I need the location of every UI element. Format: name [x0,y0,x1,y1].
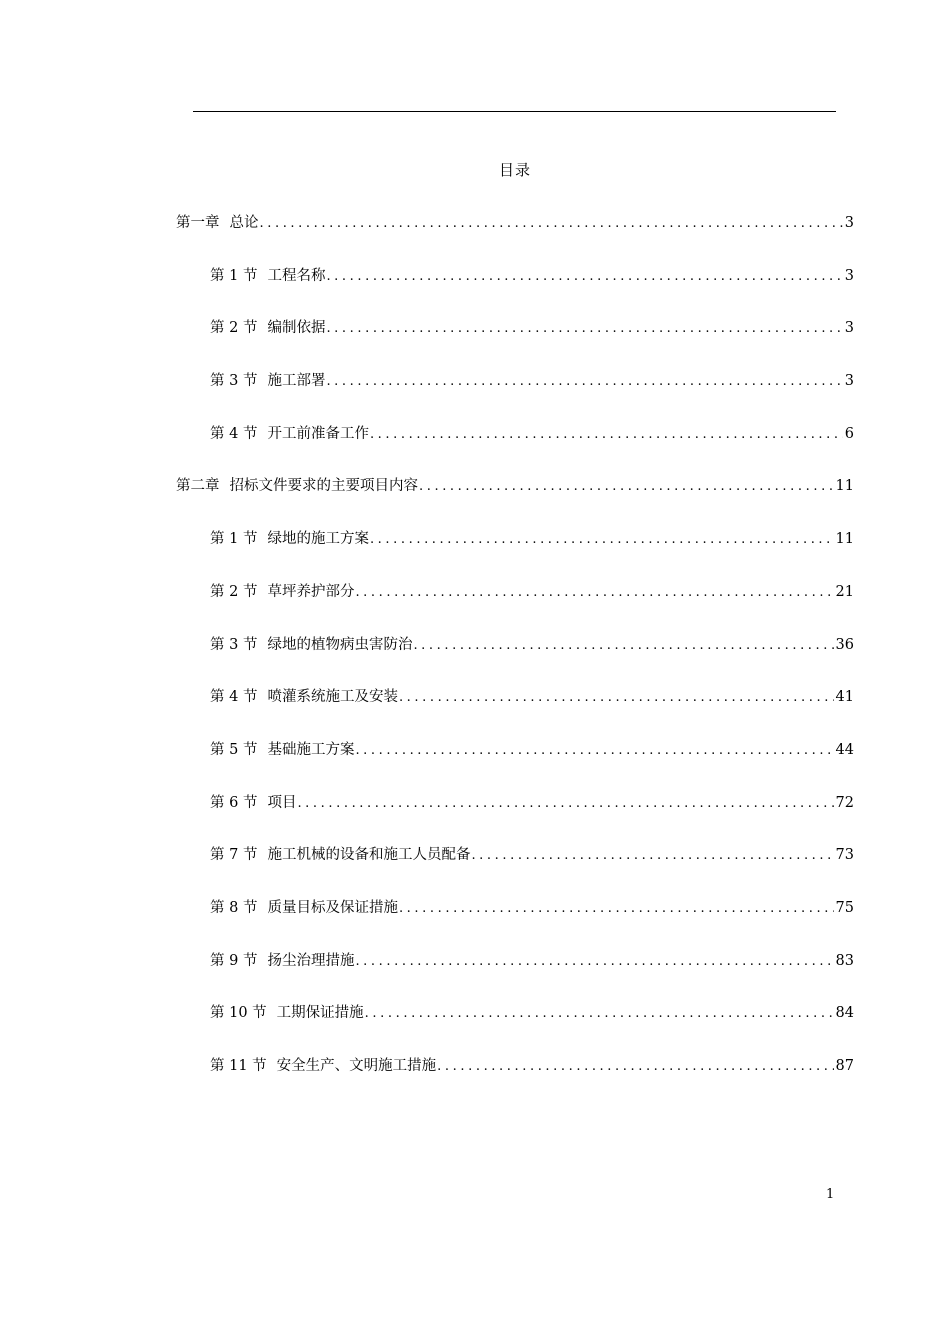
toc-entry-title: 项目 [267,794,297,811]
table-of-contents [176,211,854,1107]
toc-dot-leader [326,265,842,289]
toc-entry-page: 41 [835,689,854,706]
toc-entry-title: 绿地的施工方案 [267,531,369,548]
toc-entry-title: 施工机械的设备和施工人员配备 [267,847,471,864]
toc-chapter-entry[interactable] [176,474,854,527]
toc-section-entry[interactable] [176,580,854,633]
toc-entry-page: 87 [835,1058,854,1074]
toc-dot-leader [471,844,833,868]
toc-section-entry[interactable] [176,685,854,738]
toc-entry-title: 质量目标及保证措施 [267,899,398,916]
toc-section-entry[interactable] [176,738,854,791]
toc-entry-page: 6 [844,425,854,442]
toc-entry-number: 第 1 节 [210,531,258,548]
toc-entry-number: 第 5 节 [210,741,258,758]
toc-dot-leader [437,1055,833,1079]
toc-entry-page: 21 [835,583,854,600]
toc-entry-number: 第 2 节 [210,583,258,600]
toc-dot-leader [355,950,833,974]
toc-dot-leader [355,581,833,605]
toc-entry-title: 总论 [229,215,259,231]
toc-entry-title: 喷灌系统施工及安装 [267,689,398,706]
toc-entry-number: 第二章 [176,478,220,495]
toc-entry-page: 36 [835,636,854,653]
toc-entry-number: 第 6 节 [210,794,258,811]
toc-section-entry[interactable] [176,316,854,369]
toc-entry-page: 3 [844,267,854,284]
toc-entry-page: 3 [844,215,854,231]
header-rule [193,111,836,112]
toc-entry-title: 招标文件要求的主要项目内容 [229,478,418,495]
toc-entry-title: 安全生产、文明施工措施 [276,1058,437,1074]
toc-entry-title: 基础施工方案 [267,741,355,758]
toc-dot-leader [399,686,834,710]
toc-chapter-entry[interactable] [176,211,854,264]
toc-entry-number: 第 10 节 [210,1005,267,1022]
toc-entry-title: 工期保证措施 [276,1005,364,1022]
toc-section-entry[interactable] [176,633,854,686]
toc-entry-page: 11 [835,531,854,548]
toc-entry-number: 第 4 节 [210,425,258,442]
toc-section-entry[interactable] [176,843,854,896]
toc-dot-leader [260,212,843,236]
toc-dot-leader [326,317,842,341]
toc-dot-leader [399,897,834,921]
toc-entry-number: 第一章 [176,215,220,231]
toc-section-entry[interactable] [176,264,854,317]
toc-section-entry[interactable] [176,1001,854,1054]
toc-entry-number: 第 1 节 [210,267,258,284]
toc-entry-title: 绿地的植物病虫害防治 [267,636,413,653]
toc-section-entry[interactable] [176,949,854,1002]
toc-entry-number: 第 7 节 [210,847,258,864]
toc-section-entry[interactable] [176,369,854,422]
toc-entry-title: 开工前准备工作 [267,425,369,442]
toc-section-entry[interactable] [176,422,854,475]
toc-entry-number: 第 2 节 [210,320,258,337]
toc-entry-number: 第 9 节 [210,952,258,969]
toc-entry-number: 第 3 节 [210,373,258,390]
toc-entry-page: 83 [835,952,854,969]
toc-entry-number: 第 4 节 [210,689,258,706]
toc-entry-title: 扬尘治理措施 [267,952,355,969]
toc-section-entry[interactable] [176,791,854,844]
toc-dot-leader [413,634,833,658]
toc-title: 目录 [498,161,531,179]
toc-dot-leader [365,1002,834,1026]
toc-section-entry[interactable] [176,1054,854,1107]
toc-entry-page: 73 [835,847,854,864]
toc-entry-title: 草坪养护部分 [267,583,355,600]
toc-entry-page: 3 [844,320,854,337]
toc-dot-leader [419,475,834,499]
toc-entry-page: 84 [835,1005,854,1022]
toc-dot-leader [370,423,843,447]
toc-entry-number: 第 11 节 [210,1058,267,1074]
toc-entry-number: 第 3 节 [210,636,258,653]
toc-dot-leader [370,528,834,552]
toc-entry-page: 44 [835,741,854,758]
toc-dot-leader [355,739,833,763]
toc-entry-page: 72 [835,794,854,811]
toc-section-entry[interactable] [176,527,854,580]
toc-entry-page: 11 [835,478,854,495]
toc-dot-leader [326,370,842,394]
toc-dot-leader [297,792,833,816]
toc-section-entry[interactable] [176,896,854,949]
toc-entry-page: 75 [835,899,854,916]
page-number: 1 [826,1187,835,1202]
toc-entry-title: 工程名称 [267,267,326,284]
toc-entry-title: 编制依据 [267,320,326,337]
toc-entry-page: 3 [844,373,854,390]
toc-entry-number: 第 8 节 [210,899,258,916]
toc-entry-title: 施工部署 [267,373,326,390]
